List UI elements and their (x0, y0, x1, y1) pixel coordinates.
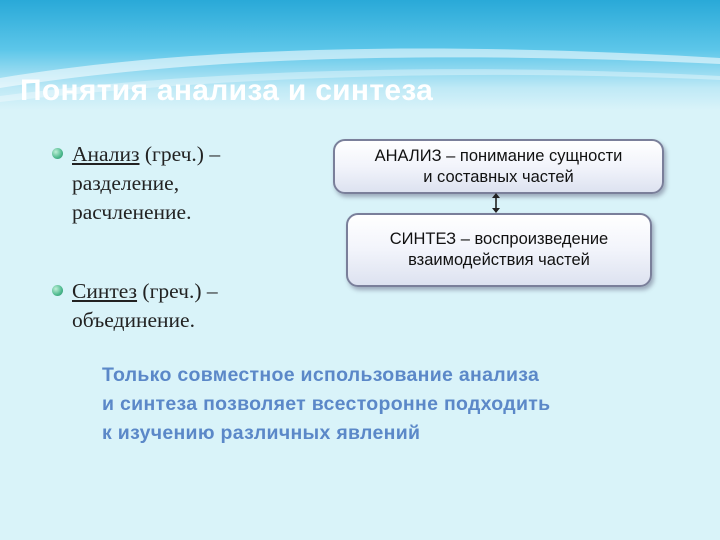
synthesis-origin: (греч.) – (137, 279, 218, 303)
synthesis-definition-line-1: объединение. (72, 308, 195, 332)
bullet-icon (52, 285, 63, 296)
slide-title: Понятия анализа и синтеза (20, 74, 434, 107)
analysis-box-line-1: АНАЛИЗ – понимание сущности (374, 146, 623, 165)
bullet-analysis-text (72, 140, 220, 227)
analysis-definition-line-2: расчленение. (72, 200, 192, 224)
analysis-term: Анализ (72, 142, 140, 166)
conclusion-text (102, 361, 662, 448)
conclusion-line-2: и синтеза позволяет всесторонне подходить (102, 393, 551, 415)
synthesis-box-line-1: СИНТЕЗ – воспроизведение (389, 230, 609, 248)
analysis-definition-line-1: разделение, (72, 171, 180, 195)
conclusion-line-3: к изучению различных явлений (102, 422, 421, 444)
analysis-origin: (греч.) – (139, 142, 221, 166)
synthesis-box-line-2: взаимодействия частей (408, 251, 590, 269)
analysis-box (333, 139, 664, 194)
conclusion-line-1: Только совместное использование анализа (102, 364, 540, 386)
analysis-box-line-2: и составных частей (423, 167, 574, 186)
bullet-icon (52, 148, 63, 159)
synthesis-box (346, 213, 652, 287)
bullet-synthesis-text (72, 277, 218, 335)
double-arrow-icon (490, 193, 502, 213)
synthesis-term: Синтез (72, 279, 138, 303)
